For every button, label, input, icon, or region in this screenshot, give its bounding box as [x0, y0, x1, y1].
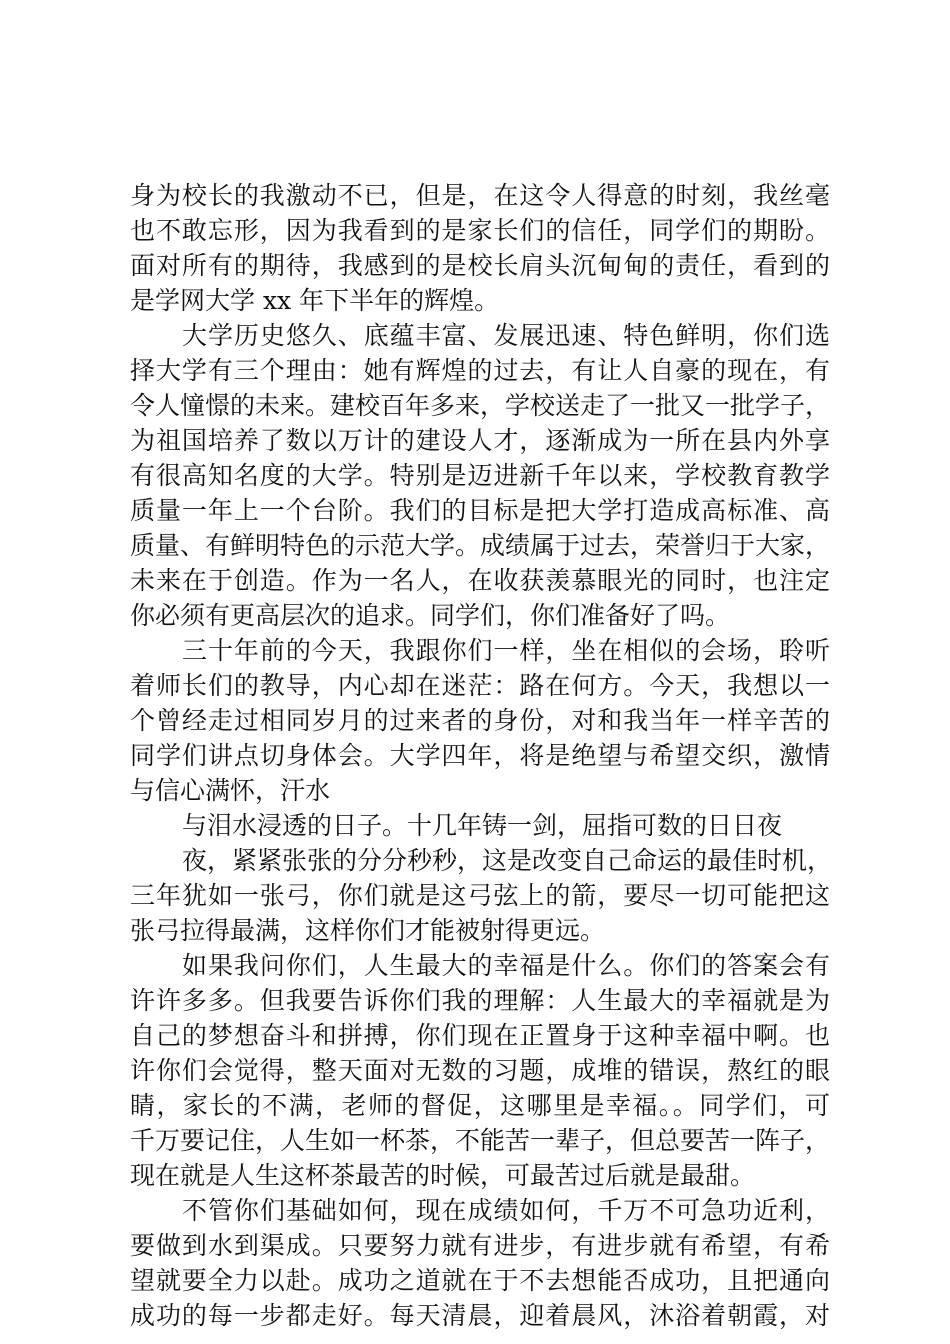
text-line: 面对所有的期待，我感到的是校长肩头沉甸甸的责任，看到的	[130, 251, 830, 280]
text-line: 睛，家长的不满，老师的督促，这哪里是幸福。。同学们，可	[130, 1091, 830, 1120]
text-line: 也不敢忘形，因为我看到的是家长们的信任，同学们的期盼。	[130, 216, 830, 245]
text-line: 许你们会觉得，整天面对无数的习题，成堆的错误，熬红的眼	[130, 1056, 830, 1085]
text-line: 你必须有更高层次的追求。同学们，你们准备好了吗。	[130, 601, 731, 630]
text-line: 三十年前的今天，我跟你们一样，坐在相似的会场，聆听	[182, 636, 830, 665]
text-line: 质量、有鲜明特色的示范大学。成绩属于过去，荣誉归于大家，	[130, 531, 831, 560]
text-line: 成功的每一步都走好。每天清晨，迎着晨风，沐浴着朝霞，对	[130, 1301, 830, 1330]
text-line: 望就要全力以赴。成功之道就在于不去想能否成功，且把通向	[130, 1266, 830, 1295]
text-line: 千万要记住，人生如一杯茶，不能苦一辈子，但总要苦一阵子，	[130, 1126, 831, 1155]
text-line: 与信心满怀，汗水	[130, 776, 331, 805]
text-line: 有很高知名度的大学。特别是迈进新千年以来，学校教育教学	[130, 461, 830, 490]
text-line: 三年犹如一张弓，你们就是这弓弦上的箭，要尽一切可能把这	[130, 881, 830, 910]
text-line: 不管你们基础如何，现在成绩如何，千万不可急功近利，	[182, 1196, 830, 1225]
text-line: 与泪水浸透的日子。十几年铸一剑，屈指可数的日日夜	[182, 811, 783, 840]
text-line: 个曾经走过相同岁月的过来者的身份，对和我当年一样辛苦的	[130, 706, 830, 735]
text-line: 同学们讲点切身体会。大学四年，将是绝望与希望交织，激情	[130, 741, 830, 770]
text-line: 未来在于创造。作为一名人，在收获羡慕眼光的同时，也注定	[130, 566, 830, 595]
text-line: 为祖国培养了数以万计的建设人才，逐渐成为一所在县内外享	[130, 426, 830, 455]
text-line: 身为校长的我激动不已，但是，在这令人得意的时刻，我丝毫	[130, 181, 830, 210]
text-line: 现在就是人生这杯茶最苦的时候，可最苦过后就是最甜。	[130, 1161, 756, 1190]
text-line: 张弓拉得最满，这样你们才能被射得更远。	[130, 916, 606, 945]
text-line: 如果我问你们，人生最大的幸福是什么。你们的答案会有	[182, 951, 830, 980]
text-line: 着师长们的教导，内心却在迷茫：路在何方。今天，我想以一	[130, 671, 830, 700]
text-line: 许许多多。但我要告诉你们我的理解：人生最大的幸福就是为	[130, 986, 830, 1015]
text-line: 令人憧憬的未来。建校百年多来，学校送走了一批又一批学子，	[130, 391, 831, 420]
text-line: 择大学有三个理由：她有辉煌的过去，有让人自豪的现在，有	[130, 356, 830, 385]
document-body	[130, 178, 833, 1333]
text-line: 质量一年上一个台阶。我们的目标是把大学打造成高标准、高	[130, 496, 830, 525]
text-line: 自己的梦想奋斗和拼搏，你们现在正置身于这种幸福中啊。也	[130, 1021, 830, 1050]
text-line: 夜，紧紧张张的分分秒秒，这是改变自己命运的最佳时机，	[182, 846, 833, 875]
text-line: 大学历史悠久、底蕴丰富、发展迅速、特色鲜明，你们选	[182, 321, 830, 350]
text-line: 是学网大学 xx 年下半年的辉煌。	[130, 286, 500, 315]
text-line: 要做到水到渠成。只要努力就有进步，有进步就有希望，有希	[130, 1231, 830, 1260]
